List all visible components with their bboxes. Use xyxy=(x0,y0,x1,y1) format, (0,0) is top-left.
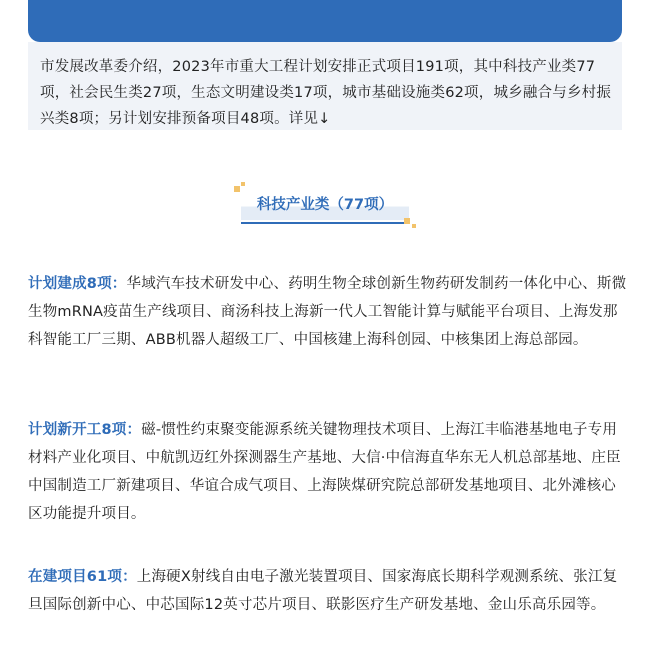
corner-decoration-top-left xyxy=(234,186,240,192)
paragraph-lead: 在建项目61项： xyxy=(28,569,137,585)
paragraph-text: 上海硬X射线自由电子激光装置项目、国家海底长期科学观测系统、张江复旦国际创新中心、中芯国际12英寸芯片项目、联影医疗生产研发基地、金山乐高乐园等。 xyxy=(28,569,618,613)
paragraph-lead: 计划建成8项： xyxy=(28,276,127,292)
paragraph-lead: 计划新开工8项： xyxy=(28,422,142,438)
corner-decoration-bottom-right-small xyxy=(412,224,416,228)
section-title-underline xyxy=(241,222,409,224)
corner-decoration-bottom-right xyxy=(404,218,410,224)
paragraph-completed-projects xyxy=(28,270,628,354)
paragraph-text: 华域汽车技术研发中心、药明生物全球创新生物药研发制药一体化中心、斯微生物mRNA疫苗生产线项目、商汤科技上海新一代人工智能计算与赋能平台项目、上海发那科智能工厂三期、ABB机器人超级工厂、中国核建上海科创园、中核集团上海总部园。 xyxy=(28,276,627,348)
paragraph-text: 磁-惯性约束聚变能源系统关键物理技术项目、上海江丰临港基地电子专用材料产业化项目、中航凯迈红外探测器生产基地、大信·中信海直华东无人机总部基地、庄臣中国制造工厂新建项目、华谊合成气项目、上海陕煤研究院总部研发基地项目、北外滩核心区功能提升项目。 xyxy=(28,422,621,522)
paragraph-new-projects xyxy=(28,416,628,528)
section-heading xyxy=(0,182,650,228)
paragraph-ongoing-projects xyxy=(28,563,628,619)
intro-summary-box xyxy=(28,42,622,130)
intro-text: 市发展改革委介绍，2023年市重大工程计划安排正式项目191项，其中科技产业类77项，社会民生类27项，生态文明建设类17项，城市基础设施类62项，城乡融合与乡村振兴类8项；另计划安排预备项目48项。详见↓ xyxy=(40,59,612,127)
header-banner xyxy=(28,0,622,42)
corner-decoration-top-left-small xyxy=(241,182,245,186)
section-title: 科技产业类（77项） xyxy=(241,190,409,220)
